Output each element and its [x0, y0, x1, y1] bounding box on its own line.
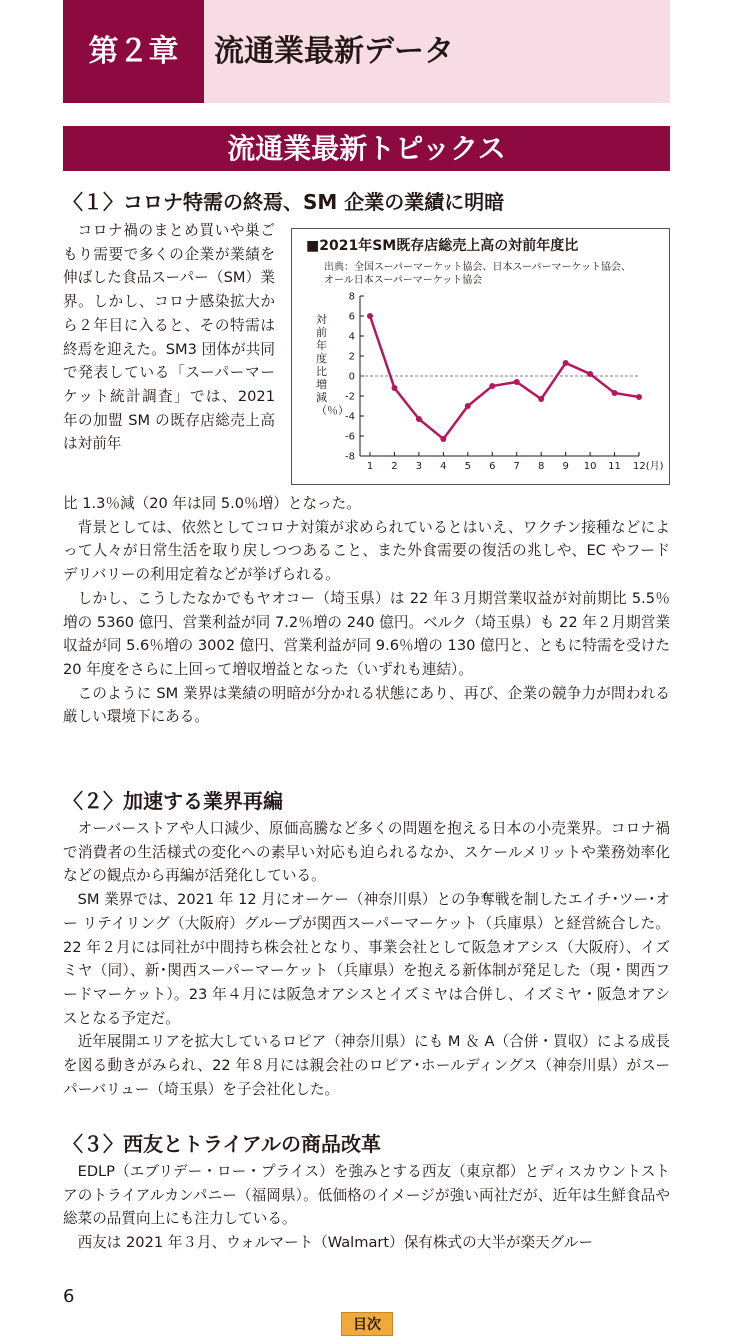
section-2-para-3: 近年展開エリアを拡大しているロピア（神奈川県）にも M ＆ A（合併・買収）による成長を図る動きがみられ、22 年８月には親会社のロピア･ホールディングス（神奈川県）がスーパーバリュー（埼玉県）を子会社化した。	[63, 1033, 670, 1098]
y-tick-label: 2	[348, 351, 355, 363]
x-tick-label: 3	[415, 461, 423, 472]
series-line	[370, 316, 639, 439]
x-tick-label: 10	[583, 461, 597, 472]
chart-title: ■2021年SM既存店総売上高の対前年度比	[306, 238, 579, 254]
section-3-body	[63, 1160, 670, 1255]
y-tick-label: -4	[345, 411, 355, 423]
y-tick-label: -8	[345, 451, 355, 463]
section-band-title: 流通業最新トピックス	[63, 126, 670, 171]
y-tick-label: -2	[345, 391, 355, 403]
section-2-para-1: オーバーストアや人口減少、原価高騰など多くの問題を抱える日本の小売業界。コロナ禍で消費者の生活様式の変化への素早い対応も迫られるなか、スケールメリットや業務効率化などの観点から再編が活発化している。	[63, 820, 670, 885]
section-3-heading: 〈３〉西友とトライアルの商品改革	[63, 1132, 381, 1156]
page-number: 6	[63, 1286, 75, 1307]
section-3-para-2: 西友は 2021 年３月、ウォルマート（Walmart）保有株式の大半が楽天グルー	[77, 1234, 593, 1252]
chapter-number: 第２章	[63, 0, 204, 103]
section-1-para-1-end: 比 1.3％減（20 年は同 5.0％増）となった。	[63, 495, 361, 512]
section-1-para-2: 背景としては、依然としてコロナ対策が求められているとはいえ、ワクチン接種などによって人々が日常生活を取り戻しつつあること、また外食需要の復活の兆しや、EC やフードデリバリーの利用定着などが挙げられる。	[63, 518, 670, 584]
x-tick-label: 6	[489, 461, 496, 472]
section-2-heading: 〈２〉加速する業界再編	[63, 789, 283, 813]
section-2-body	[63, 817, 670, 1101]
section-1-para-3: しかし、こうしたなかでもヤオコー（埼玉県）は 22 年３月期営業収益が対前期比 5.5％増の 5360 億円、営業利益が同 7.2％増の 240 億円。ベルク（埼玉県）も 22 年２月期営業収益が同 5.6％増の 3002 億円、営業利益が同 9.6％増の 130 億円と、ともに特需を受けた 20 年度をさらに上回って増収増益となった（いずれも連結）。	[63, 589, 670, 678]
chapter-title: 流通業最新データ	[214, 34, 454, 69]
section-1-para-1: コロナ禍のまとめ買いや巣ごもり需要で多くの企業が業績を伸ばした食品スーパー（SM）業界。しかし、コロナ感染拡大から２年目に入ると、その特需は終焉を迎えた。SM3 団体が共同で発表している「スーパーマーケット統計調査」では、2021 年の加盟 SM の既存店総売上高は対前年	[63, 222, 275, 453]
x-tick-label: 12(月)	[633, 461, 664, 472]
data-point	[416, 416, 422, 422]
data-point	[587, 371, 593, 377]
data-point	[538, 396, 544, 402]
data-point	[440, 436, 446, 442]
x-tick-label: 9	[562, 461, 569, 472]
x-tick-label: 5	[464, 461, 472, 472]
x-tick-label: 1	[366, 461, 374, 472]
section-1-heading: 〈１〉コロナ特需の終焉、SM 企業の業績に明暗	[63, 190, 505, 214]
x-tick-label: 4	[440, 461, 447, 472]
line-chart	[292, 229, 669, 484]
y-tick-label: 8	[348, 291, 355, 303]
section-1-body	[63, 492, 670, 729]
data-point	[367, 313, 373, 319]
x-tick-label: 11	[608, 461, 621, 472]
section-1-wrap-text	[63, 219, 275, 456]
section-2-para-2: SM 業界では、2021 年 12 月にオーケー（神奈川県）との争奪戦を制したエイチ･ツー･オー リテイリング（大阪府）グループが関西スーパーマーケット（兵庫県）と経営統合した。22 年２月には同社が中間持ち株会社となり、事業会社として阪急オアシス（大阪府）、イズミヤ（同）、新･関西スーパーマーケット（兵庫県）を抱える新体制が発足した（現・関西フードマーケット）。23 年４月には阪急オアシスとイズミヤは合併し、イズミヤ・阪急オアシスとなる予定だ。	[63, 891, 670, 1027]
data-point	[612, 390, 618, 396]
data-point	[563, 360, 569, 366]
data-point	[465, 403, 471, 409]
toc-button[interactable]: 目次	[341, 1312, 393, 1336]
y-tick-label: 0	[348, 371, 355, 383]
data-point	[636, 394, 642, 400]
chart-y-axis-label: 対前年度比増減（％）	[316, 313, 349, 417]
section-3-para-1: EDLP（エブリデー・ロー・プライス）を強みとする西友（東京都）とディスカウントストアのトライアルカンパニー（福岡県）。低価格のイメージが強い両社だが、近年は生鮮食品や総菜の品質向上にも注力している。	[63, 1163, 670, 1228]
x-tick-label: 7	[513, 461, 520, 472]
data-point	[514, 379, 520, 385]
y-tick-label: 4	[348, 331, 355, 343]
data-point	[391, 385, 397, 391]
data-point	[489, 383, 495, 389]
y-tick-label: -6	[345, 431, 355, 443]
x-tick-label: 2	[391, 461, 398, 472]
section-1-para-4: このように SM 業界は業績の明暗が分かれる状態にあり、再び、企業の競争力が問われる厳しい環境下にある。	[63, 684, 670, 726]
chart-source-line-2: オール日本スーパーマーケット協会	[324, 275, 483, 286]
x-tick-label: 8	[537, 461, 545, 472]
chart-source-line-1: 出典：全国スーパーマーケット協会、日本スーパーマーケット協会、	[324, 262, 631, 273]
y-tick-label: 6	[348, 311, 355, 323]
chart-figure	[291, 228, 670, 485]
